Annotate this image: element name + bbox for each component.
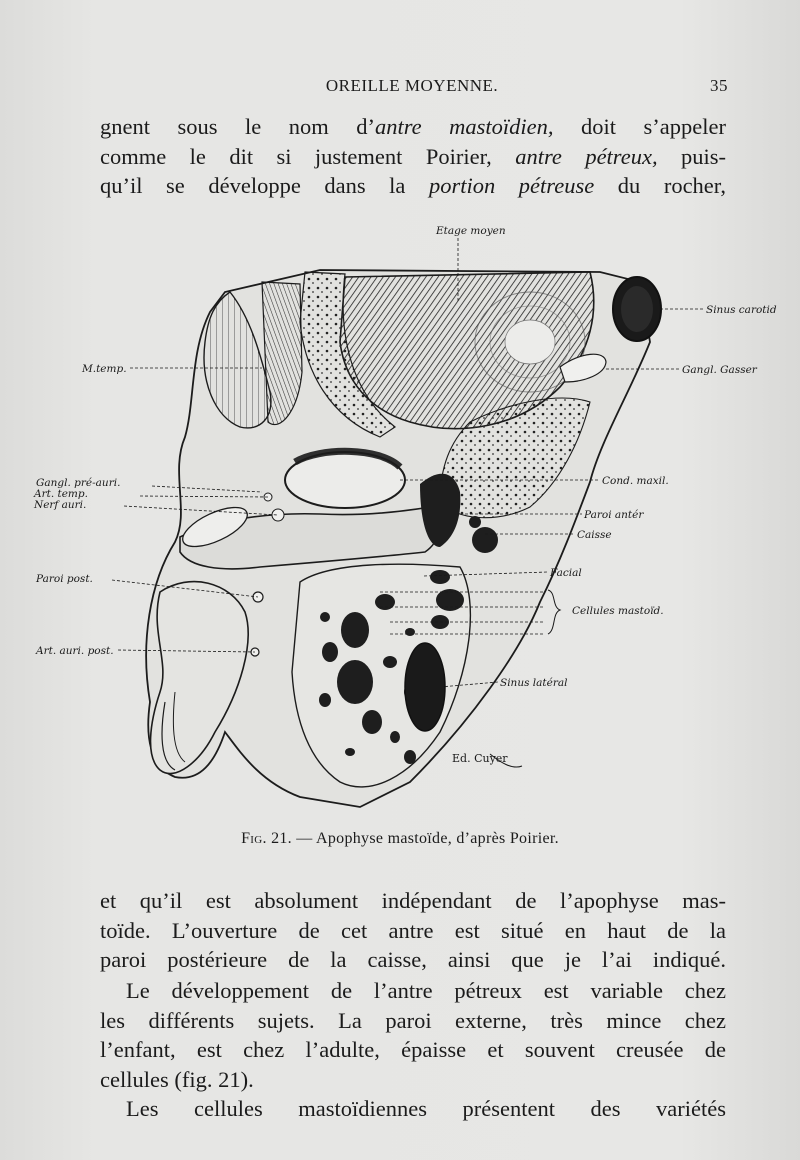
anatomical-figure [0, 222, 800, 822]
label-etage-moyen: Etage moyen [436, 225, 506, 237]
label-art-auri-post: Art. auri. post. [36, 645, 114, 657]
top-paragraph [100, 112, 726, 201]
label-m-temp: M.temp. [82, 363, 127, 375]
text-line: qu’il se développe dans la portion pétreuse du rocher, [100, 173, 727, 198]
label-gangl-pre-auri: Gangl. pré-auri. [36, 477, 121, 489]
text-line: Les cellules mastoïdiennes présentent des variétés [126, 1096, 726, 1121]
text-line: paroi postérieure de la caisse, ainsi que je l’ai indiqué. [100, 947, 726, 972]
text-line: comme le dit si justement Poirier, antre pétreux, puis- [100, 143, 727, 169]
label-nerf-auri: Nerf auri. [34, 499, 87, 511]
label-gangl-gasser: Gangl. Gasser [682, 364, 757, 376]
text-line: et qu’il est absolument indépendant de l’apophyse mas- [100, 888, 726, 913]
label-paroi-post: Paroi post. [36, 573, 93, 585]
label-facial: Facial [550, 567, 582, 579]
artist-signature: Ed. Cuyer [452, 752, 508, 765]
header-title: OREILLE MOYENNE. [325, 76, 499, 95]
label-paroi-anter: Paroi antér [584, 509, 644, 521]
text-line: cellules (fig. 21). [100, 1066, 254, 1092]
label-cond-maxil: Cond. maxil. [602, 475, 669, 487]
label-sinus-lateral: Sinus latéral [500, 677, 568, 689]
text-line: l’enfant, est chez l’adulte, épaisse et souvent creusée de [100, 1037, 726, 1062]
text-line: toïde. L’ouverture de cet antre est situé en haut de la [100, 917, 726, 943]
text-line: les différents sujets. La paroi externe, très mince chez [100, 1007, 726, 1033]
text-line: Le développement de l’antre pétreux est variable chez [126, 978, 726, 1003]
second-paragraph [100, 976, 726, 1094]
mastoid-illustration [0, 222, 800, 822]
bottom-paragraph [100, 886, 726, 975]
label-art-temp: Art. temp. [34, 488, 88, 500]
text-line: gnent sous le nom d’antre mastoïdien, doit s’appeler [100, 114, 727, 139]
page-number: 35 [710, 76, 728, 95]
label-sinus-carotid: Sinus carotid [706, 304, 777, 316]
figure-caption: Fig. 21. — Apophyse mastoïde, d’après Poirier. [241, 830, 559, 847]
label-caisse: Caisse [577, 529, 612, 541]
third-paragraph [100, 1094, 726, 1124]
label-cellules-mastoid: Cellules mastoïd. [572, 605, 664, 617]
lateral-sinus [405, 643, 445, 731]
running-header [96, 76, 728, 100]
